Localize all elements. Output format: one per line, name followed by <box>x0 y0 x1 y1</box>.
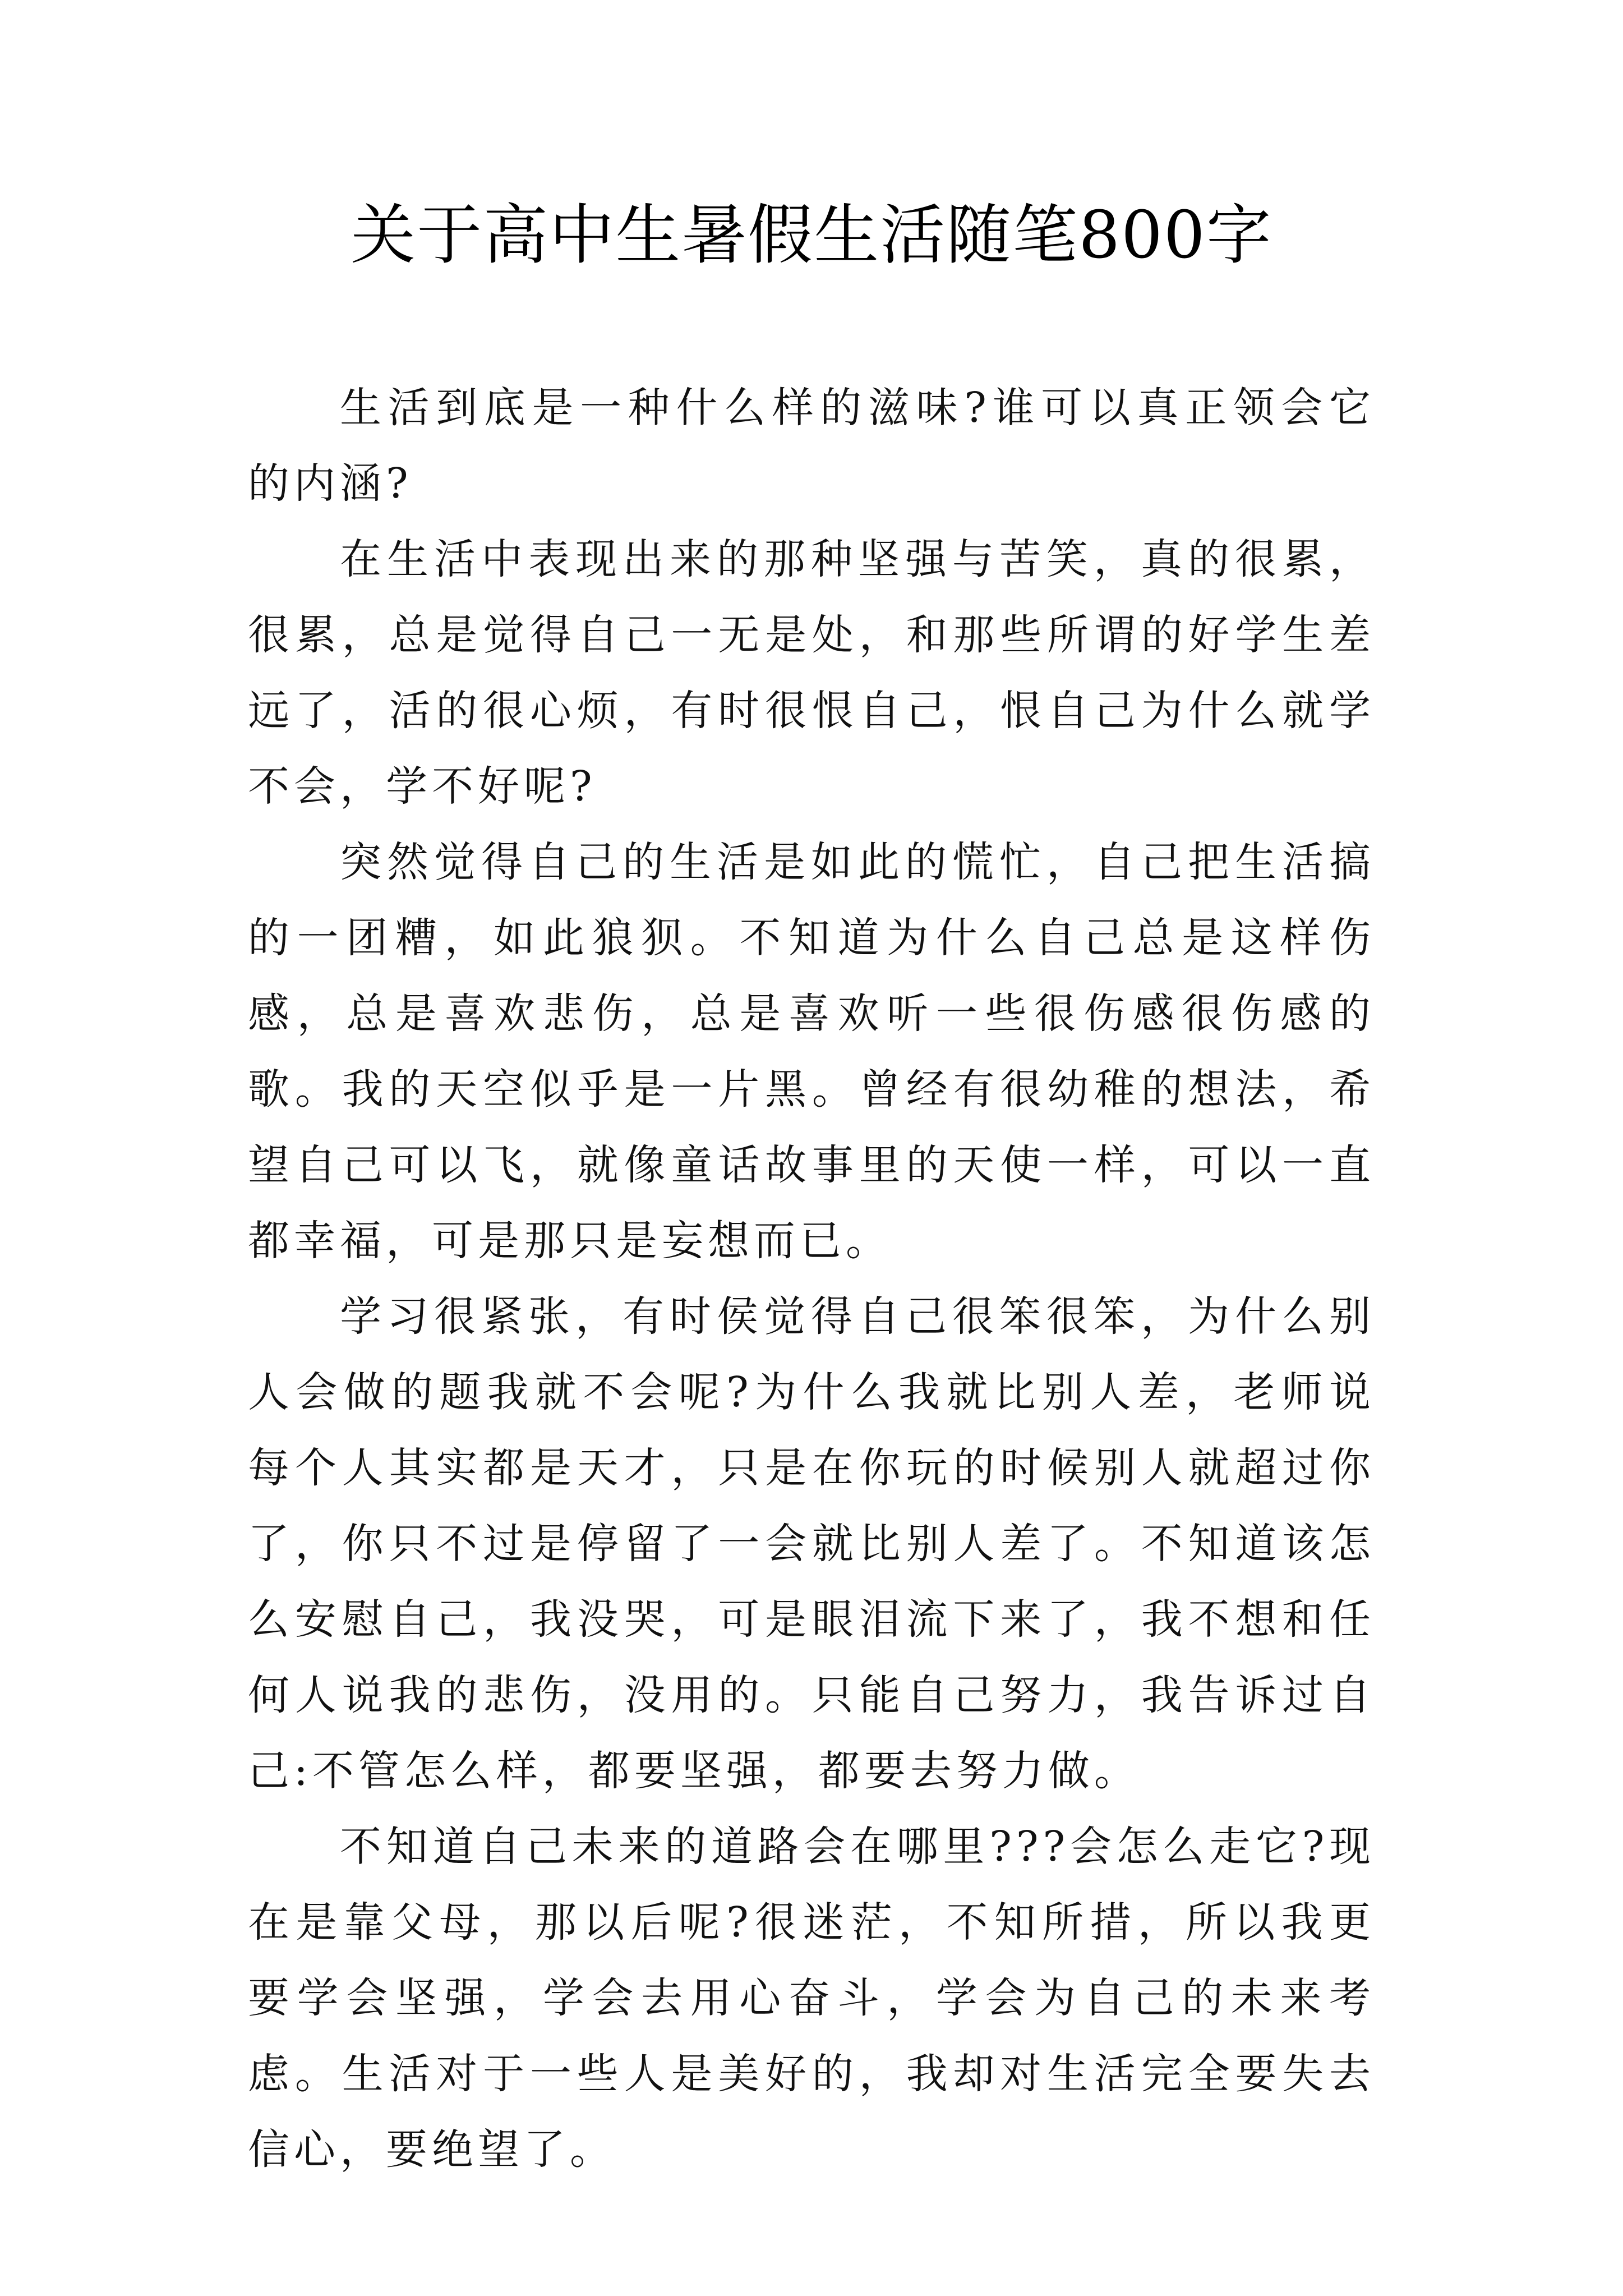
document-title: 关于高中生暑假生活随笔800字 <box>351 197 1272 273</box>
paragraph: 在生活中表现出来的那种坚强与苦笑，真的很累，很累，总是觉得自己一无是处，和那些所谓的好学生差远了，活的很心烦，有时很恨自己，恨自己为什么就学不会，学不好呢? <box>248 535 1375 811</box>
paragraph: 学习很紧张，有时侯觉得自己很笨很笨，为什么别人会做的题我就不会呢?为什么我就比别人差，老师说每个人其实都是天才，只是在你玩的时候别人就超过你了，你只不过是停留了一会就比别人差了。不知道该怎么安慰自己，我没哭，可是眼泪流下来了，我不想和任何人说我的悲伤，没用的。只能自己努力，我告诉过自己:不管怎么样，都要坚强，都要去努力做。 <box>248 1292 1375 1795</box>
paragraph: 突然觉得自己的生活是如此的慌忙，自己把生活搞的一团糟，如此狼狈。不知道为什么自己总是这样伤感，总是喜欢悲伤，总是喜欢听一些很伤感很伤感的歌。我的天空似乎是一片黑。曾经有很幼稚的想法，希望自己可以飞，就像童话故事里的天使一样，可以一直都幸福，可是那只是妄想而已。 <box>248 838 1375 1265</box>
paragraph: 生活到底是一种什么样的滋味?谁可以真正领会它的内涵? <box>248 384 1375 508</box>
paragraph: 不知道自己未来的道路会在哪里???会怎么走它?现在是靠父母，那以后呢?很迷茫，不知所措，所以我更要学会坚强，学会去用心奋斗，学会为自己的未来考虑。生活对于一些人是美好的，我却对生活完全要失去信心，要绝望了。 <box>248 1823 1375 2174</box>
document-body <box>248 370 1375 2188</box>
